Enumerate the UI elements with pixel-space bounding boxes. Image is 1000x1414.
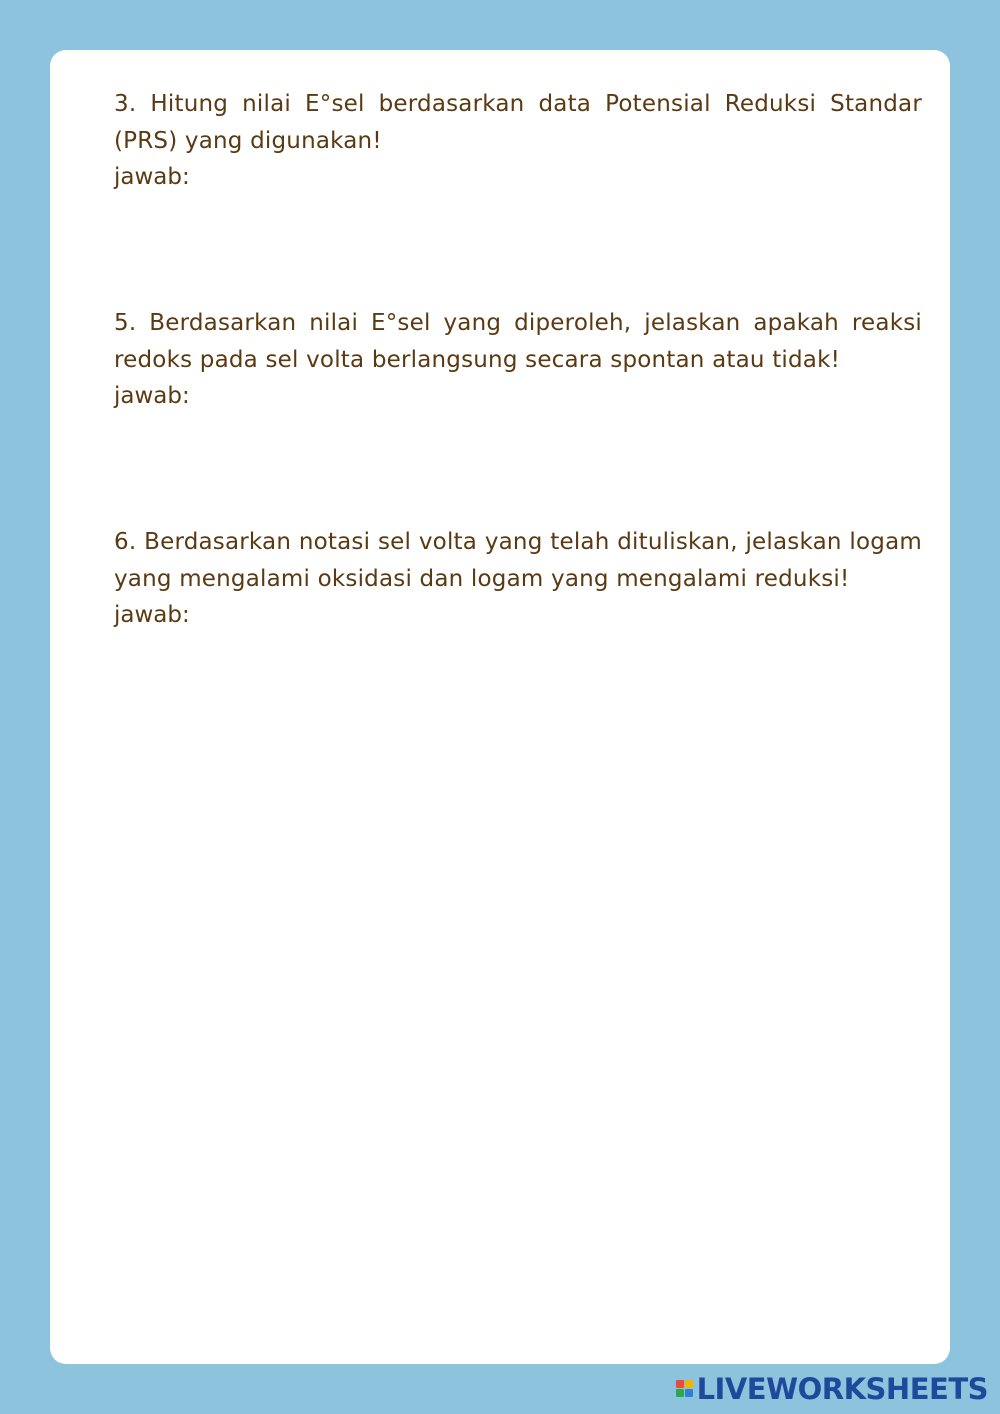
question-text: 6. Berdasarkan notasi sel volta yang telah dituliskan, jelaskan logam yang mengalami oksidasi dan logam yang mengalami reduksi! [114, 529, 922, 592]
question-block-6 [114, 524, 922, 743]
liveworksheets-logo-icon [676, 1380, 693, 1397]
answer-line[interactable] [114, 269, 922, 306]
question-block-5 [114, 305, 922, 524]
answer-line[interactable] [114, 196, 922, 233]
answer-line[interactable] [114, 415, 922, 452]
answer-label: jawab: [114, 164, 190, 190]
answer-line[interactable] [114, 634, 922, 671]
question-text: 3. Hitung nilai E°sel berdasarkan data Potensial Reduksi Standar (PRS) yang digunakan! [114, 91, 922, 154]
question-text: 5. Berdasarkan nilai E°sel yang diperoleh, jelaskan apakah reaksi redoks pada sel volta berlangsung secara spontan atau tidak! [114, 310, 922, 373]
answer-line[interactable] [114, 451, 922, 488]
logo-square [685, 1389, 693, 1397]
worksheet-page [50, 50, 950, 1364]
worksheet-content [114, 86, 922, 743]
logo-square [685, 1380, 693, 1388]
answer-label: jawab: [114, 383, 190, 409]
liveworksheets-logo [676, 1372, 988, 1406]
answer-line[interactable] [114, 232, 922, 269]
answer-line[interactable] [114, 707, 922, 744]
logo-text: LIVEWORKSHEETS [696, 1372, 988, 1406]
answer-label: jawab: [114, 602, 190, 628]
logo-square [676, 1389, 684, 1397]
answer-line[interactable] [114, 670, 922, 707]
question-block-3 [114, 86, 922, 305]
logo-square [676, 1380, 684, 1388]
answer-line[interactable] [114, 488, 922, 525]
